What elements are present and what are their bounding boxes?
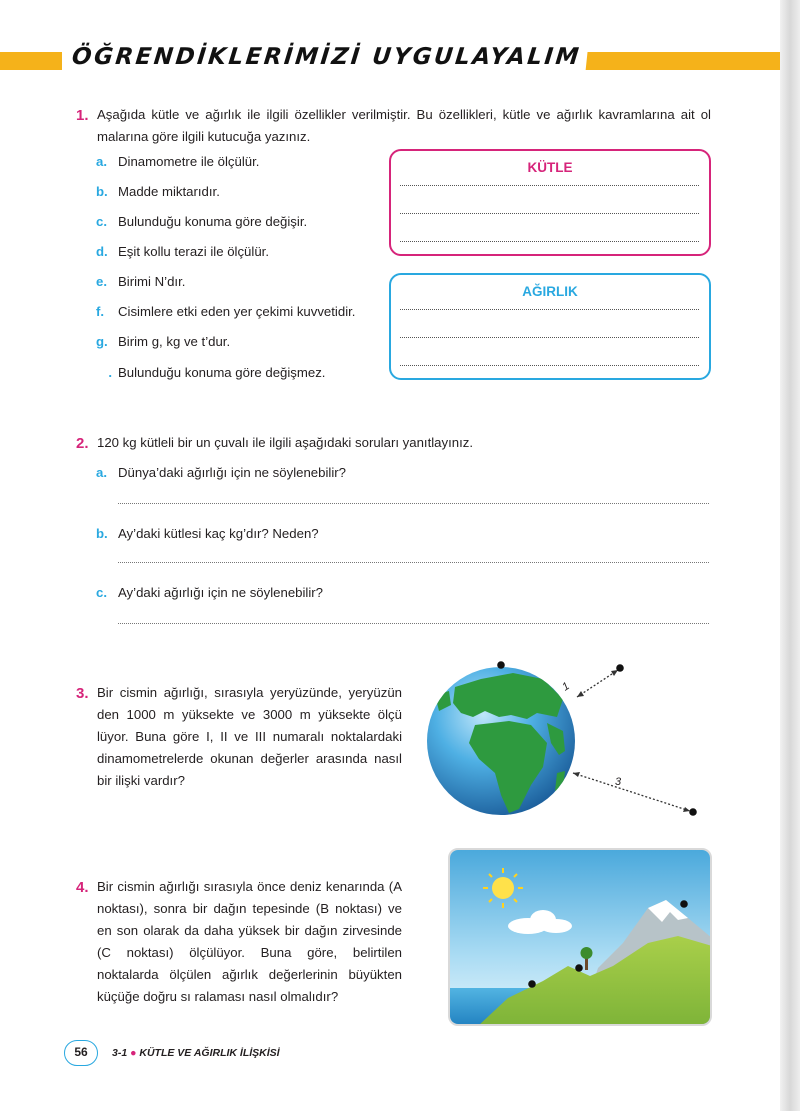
option-text: Bulunduğu konuma göre değişir. [118,214,308,229]
option-text: Eşit kollu terazi ile ölçülür. [118,244,269,259]
distance-arrow-1 [577,670,618,697]
question-3-number: 3. [76,685,89,702]
question-4-text: Bir cismin ağırlığı sırasıyla önce deniz kenarında (A noktası), sonra bir dağın tepesinde (B noktası) ve en son olarak da daha yüksek bir dağın zirvesinde (C noktası) ölçülüyor. Buna göre, belirtilen noktalarda ölçülen ağırlık değerlerinin büyükten küçüğe doğru sı ralaması nasıl olmalıdır? [97,879,402,1004]
mass-box-title: KÜTLE [527,160,573,175]
bullet-icon: ● [130,1047,137,1059]
label-3: 3 [615,776,622,788]
arrow-head [683,807,690,812]
answer-line-2b[interactable] [118,562,709,563]
option-letter: f. [96,304,105,319]
page-number: 56 [64,1040,98,1066]
arrow-head [577,691,584,697]
label-1: 1 [560,680,572,694]
question-2b [96,526,319,541]
answer-line-2c[interactable] [118,623,709,624]
option-letter: a. [96,154,107,169]
earth-illustration [415,655,720,825]
question-2-number: 2. [76,435,89,452]
mass-answer-line-1[interactable] [400,185,699,186]
footer-chapter [112,1047,280,1059]
point-II [616,664,624,672]
header-bar-left [0,52,62,70]
point-I [497,661,505,669]
question-1-option [96,304,355,319]
option-text: Dünya’daki ağırlığı için ne söylenebilir? [118,465,346,480]
question-2a [96,465,346,480]
footer-section: 3-1 [112,1047,128,1059]
question-1-option [96,184,220,199]
option-text: Madde miktarıdır. [118,184,220,199]
question-2-text: 120 kg kütleli bir un çuvalı ile ilgili aşağıdaki soruları yanıtlayınız. [97,435,474,450]
weight-answer-line-3[interactable] [400,365,699,366]
option-text: Bulunduğu konuma göre değişmez. [118,365,326,380]
distance-arrow-3 [573,773,690,811]
page-title: ÖĞRENDİKLERİMİZİ UYGULAYALIM [65,44,589,70]
weight-answer-line-2[interactable] [400,337,699,338]
option-letter: g. [96,334,108,349]
option-text: Dinamometre ile ölçülür. [118,154,260,169]
weight-answer-line-1[interactable] [400,309,699,310]
mass-answer-line-3[interactable] [400,241,699,242]
weight-box[interactable] [389,273,711,380]
tree-trunk [585,958,588,970]
footer-chapter-title: KÜTLE VE AĞIRLIK İLİŞKİSİ [139,1047,280,1059]
page-edge-shadow [780,0,800,1111]
mass-answer-line-2[interactable] [400,213,699,214]
tree-icon [581,947,593,959]
option-text: Cisimlere etki eden yer çekimi kuvvetidir. [118,304,356,319]
mass-box[interactable] [389,149,711,256]
point-C [680,900,688,908]
weight-box-title: AĞIRLIK [522,284,578,299]
arrow-head [611,670,618,676]
option-text: Ay’daki ağırlığı için ne söylenebilir? [118,585,324,600]
option-text: Ay’daki kütlesi kaç kg’dır? Neden? [118,526,319,541]
question-4-number: 4. [76,879,89,896]
question-2c [96,585,323,600]
answer-line-2a[interactable] [118,503,709,504]
question-1-option [96,244,269,259]
question-1-option [96,214,307,229]
option-letter: . [108,365,112,380]
option-letter: b. [96,526,108,541]
option-letter: d. [96,244,108,259]
question-1-number: 1. [76,107,89,124]
option-letter: a. [96,465,107,480]
option-text: Birim g, kg ve t’dur. [118,334,231,349]
question-1-option [96,334,230,349]
option-letter: c. [96,214,107,229]
point-B [575,964,583,972]
mountain-illustration [448,848,712,1026]
question-1-text: Aşağıda kütle ve ağırlık ile ilgili özellikler verilmiştir. Bu özellikleri, kütle ve ağırlık kavramlarına ait ol malarına göre ilgili kutucuğa yazınız. [97,107,711,144]
option-letter: c. [96,585,107,600]
option-text: Birimi N’dır. [118,274,186,289]
question-1-option [96,154,259,169]
option-letter: e. [96,274,107,289]
point-A [528,980,536,988]
question-1-option [96,274,185,289]
point-III [689,808,697,816]
question-1-option [96,365,325,380]
question-3-text: Bir cismin ağırlığı, sırasıyla yeryüzünde, yeryüzün den 1000 m yüksekte ve 3000 m yüksekte ölçü lüyor. Buna göre I, II ve III numaralı noktalardaki dinamometrelerde okunan değerler arasında nasıl bir ilişki vardır? [97,685,402,788]
option-letter: b. [96,184,108,199]
